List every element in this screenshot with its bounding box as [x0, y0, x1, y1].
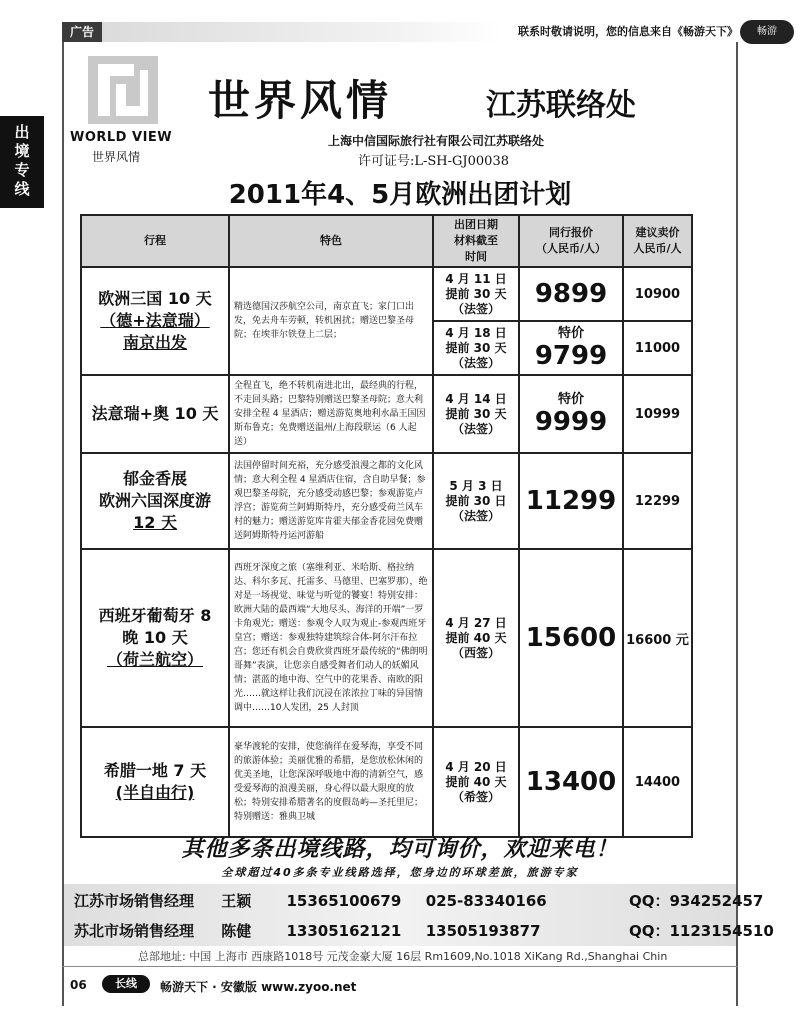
table-row	[81, 267, 692, 321]
itinerary-table	[80, 214, 693, 838]
date-cell: 4 月 11 日 提前 30 天 （法签）	[433, 267, 519, 321]
price-cell: 13400	[519, 727, 623, 837]
header-date: 出团日期 材料截至 时间	[433, 215, 519, 267]
route-cell: 希腊一地 7 天 (半自由行)	[81, 727, 229, 837]
feature-cell: 法国停留时间充裕，充分感受浪漫之都的文化风情；意大利全程 4 星酒店住宿，含自助早餐；参观巴黎圣母院，充分感受动感巴黎；参观游览卢浮宫；游览荷兰阿姆斯特丹，充分感受荷兰风车村的魅力；赠送游览库肯霍夫郁金香花园免费赠送阿姆斯特丹运河游船	[229, 453, 433, 549]
logo-chinese: 世界风情	[92, 150, 141, 164]
suggest-cell: 11000	[623, 321, 692, 375]
page-number: 06	[70, 978, 87, 992]
contact-row: 苏北市场销售经理 陈健 13305162121 13505193877 QQ：1123154510	[74, 922, 774, 940]
slogan: 其他多条出境线路，均可询价，欢迎来电！	[181, 837, 619, 862]
price-cell: 11299	[519, 453, 623, 549]
contact-phone[interactable]: 025-83340166	[425, 892, 547, 910]
route-cell: 法意瑞+奥 10 天	[81, 375, 229, 453]
feature-cell: 西班牙深度之旅（塞维利亚、米哈斯、格拉纳达、科尔多瓦、托雷多、马德里、巴塞罗那），绝对是一场视觉、味觉与听觉的饕宴！特别安排：欧洲大陆的最西端“大地尽头、海洋的开端”一罗卡角观光；赠送：参观令人叹为观止-参观西班牙皇宫；赠送：参观独特建筑综合体-阿尔汗布拉宫；您还有机会自费欣赏西班牙最传统的“佛朗明哥舞”表演，让您亲自感受舞者们动人的妖媚风情；湛蓝的地中海、空气中的花果香、南欧的阳光……就这样让我们沉浸在浓浓拉丁味的异国情调中……10人发团，25 人封顶	[229, 549, 433, 727]
route-cell: 欧洲三国 10 天 （德+法意瑞） 南京出发	[81, 267, 229, 375]
price-cell: 特价 9799	[519, 321, 623, 375]
contact-qq: QQ：934252457	[628, 892, 764, 910]
price-cell: 9899	[519, 267, 623, 321]
route-cell: 西班牙葡萄牙 8 晚 10 天 （荷兰航空）	[81, 549, 229, 727]
feature-cell: 精选德国汉莎航空公司，南京直飞；家门口出发，免去舟车劳顿，转机困扰；赠送巴黎圣母院；在埃菲尔铁登上二层；	[229, 267, 433, 375]
suggest-cell: 10999	[623, 375, 692, 453]
header-price: 同行报价 （人民币/人）	[519, 215, 623, 267]
date-cell: 4 月 14 日 提前 30 天 （法签）	[433, 375, 519, 453]
price-cell: 特价 9999	[519, 375, 623, 453]
brand-subtitle: 江苏联络处	[486, 88, 636, 123]
agency-name: 上海中信国际旅行社有限公司江苏联络处	[328, 134, 545, 148]
section-pill: 长线	[102, 975, 150, 993]
contact-row: 江苏市场销售经理 王颖 15365100679 025-83340166 QQ：934252457	[74, 892, 764, 910]
contact-mobile[interactable]: 15365100679	[286, 892, 402, 910]
table-row	[81, 727, 692, 837]
ad-tag: 广告	[62, 22, 102, 42]
route-cell: 郁金香展 欧洲六国深度游 12 天	[81, 453, 229, 549]
header-suggest: 建议卖价 人民币/人	[623, 215, 692, 267]
address: 总部地址: 中国 上海市 西康路1018号 元茂金豪大厦 16层 Rm1609,No.1018 XiKang Rd.,Shanghai Chin	[138, 950, 668, 963]
side-tab: 出境专线	[0, 116, 44, 208]
table-header-row	[81, 215, 692, 267]
suggest-cell: 14400	[623, 727, 692, 837]
contact-qq: QQ：1123154510	[628, 922, 774, 940]
logo-mark-icon	[88, 56, 158, 124]
sub-slogan: 全球超过40多条专业线路选择，您身边的环球差旅，旅游专家	[221, 866, 579, 879]
license-number: 许可证号:L-SH-GJ00038	[358, 154, 509, 169]
date-cell: 5 月 3 日 提前 30 日 （法签）	[433, 453, 519, 549]
contact-mobile[interactable]: 13305162121	[286, 922, 402, 940]
suggest-cell: 16600 元	[623, 549, 692, 727]
date-cell: 4 月 20 日 提前 40 天 （希签）	[433, 727, 519, 837]
brand-title: 世界风情	[208, 76, 393, 125]
suggest-cell: 12299	[623, 453, 692, 549]
date-cell: 4 月 27 日 提前 40 天 （西签）	[433, 549, 519, 727]
logo-english: WORLD VIEW	[70, 130, 173, 145]
date-cell: 4 月 18 日 提前 30 天 （法签）	[433, 321, 519, 375]
world-view-logo-icon	[88, 56, 158, 124]
magazine-logo: 畅游	[740, 20, 794, 44]
header-feature: 特色	[229, 215, 433, 267]
header-note: 联系时敬请说明，您的信息来自《畅游天下》	[518, 25, 738, 38]
table-row	[81, 549, 692, 727]
footer-divider	[62, 966, 738, 967]
table-row	[81, 375, 692, 453]
price-cell: 15600	[519, 549, 623, 727]
suggest-cell: 10900	[623, 267, 692, 321]
header-route: 行程	[81, 215, 229, 267]
footer-site[interactable]: 畅游天下 · 安徽版 www.zyoo.net	[160, 980, 357, 994]
page-title: 2011年4、5月欧洲出团计划	[228, 180, 572, 210]
feature-cell: 全程直飞，绝不转机南进北出，最经典的行程，不走回头路；巴黎特别赠送巴黎圣母院；意大利安排全程 4 星酒店；赠送游览奥地利水晶王国因斯布鲁克；免费赠送温州/上海段联运（6 人起送）	[229, 375, 433, 453]
table-row	[81, 453, 692, 549]
contact-phone[interactable]: 13505193877	[425, 922, 541, 940]
feature-cell: 豪华渡轮的安排，使您徜徉在爱琴海，享受不同的旅游体验；美丽优雅的希腊，是您放松休闲的优美圣地，让您深深呼吸地中海的清新空气，感受爱琴海的浪漫美丽，身心得以最大限度的放松；特别安排希腊著名的度假岛屿—圣托里尼；特别赠送：雅典卫城	[229, 727, 433, 837]
